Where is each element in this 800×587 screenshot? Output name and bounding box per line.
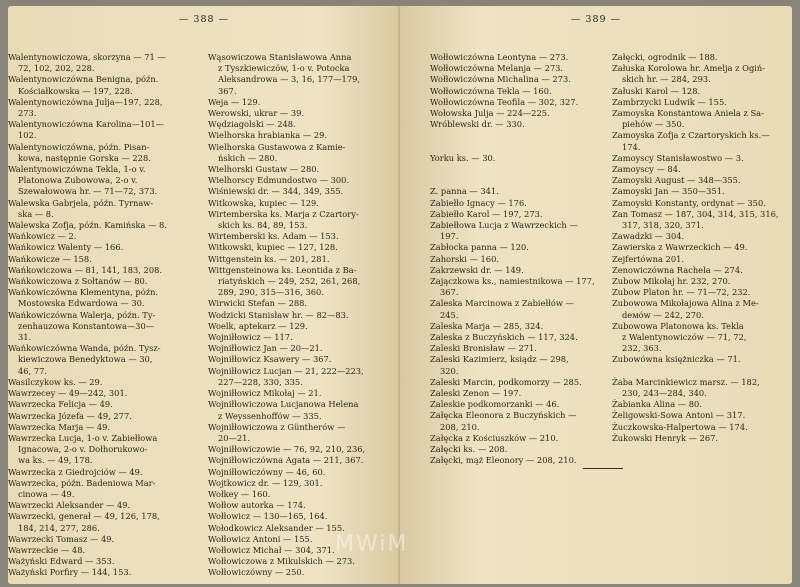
index-entry: Ważyński Porfiry — 144, 153.	[8, 567, 132, 578]
index-entry: Załęcka Eleonora z Buczyńskich —	[430, 410, 577, 421]
index-entry: Wołłowicz — 130—165, 164.	[208, 511, 328, 522]
index-entry: Wańkowicz — 2.	[8, 231, 77, 242]
watermark: MWiM	[335, 532, 409, 557]
index-entry-continuation: 367.	[218, 85, 237, 96]
index-entry: Walentynowiczówna Julja—197, 228,	[8, 96, 163, 107]
index-entry: Wołłowiczowa z Mikulskich — 273.	[208, 556, 355, 567]
index-entry: Wańkowiczowa — 81, 141, 183, 208.	[8, 264, 163, 275]
index-entry: Walentynowiczówna Tekla, 1-o v.	[8, 164, 146, 175]
index-entry: Zamoyski August — 348—355.	[612, 175, 741, 186]
index-entry-continuation: kiewiczowa Benedyktowa — 30,	[18, 354, 153, 365]
index-entry: Zaleska Marja — 285, 324.	[430, 320, 544, 331]
index-entry: Zamoyski Konstanty, ordynat — 350.	[612, 197, 766, 208]
index-entry-continuation: wa ks. — 49, 178.	[18, 455, 93, 466]
index-entry: Wielhorska hrabianka — 29.	[208, 130, 328, 141]
index-entry: Zajączkowa ks., namiestnikowa — 177,	[430, 276, 595, 286]
index-entry: Wojniłłowiczowie — 76, 92, 210, 236,	[208, 444, 366, 455]
index-entry-continuation: zenhauzowa Konstantowa—30—	[18, 320, 155, 331]
index-entry-continuation: 46, 77.	[18, 365, 48, 376]
index-entry: Wańkowiczowa z Sołtanów — 80.	[8, 276, 148, 287]
index-entry: Wawrzecka z Giedrojciów — 49.	[8, 466, 143, 477]
index-entry: Zamoyscy — 84.	[612, 164, 681, 175]
index-entry: Wojniłłowiczówna Agata — 211, 367.	[208, 455, 364, 466]
left-page-number: — 388 —	[178, 14, 230, 25]
index-entry: Zaleska Marcinowa z Zabiełłów —	[430, 298, 574, 309]
index-entry-continuation: skich hr. — 284, 293.	[622, 74, 711, 85]
index-entry: Wojniłłowiczowa Lucjanowa Helena	[208, 399, 359, 410]
index-entry: Zabłocka panna — 120.	[430, 242, 529, 253]
index-entry-continuation: 289, 290, 315—316, 360.	[218, 287, 324, 298]
index-entry: Załuska Korolowa hr. Amelja z Ogiń-	[612, 63, 766, 74]
right-page	[400, 6, 792, 584]
index-entry: Żaba Marcinkiewicz marsz. — 182,	[612, 376, 760, 387]
index-entry-continuation: 227—228, 330, 335.	[218, 376, 303, 387]
index-entry: Wańkowiczówna Walerja, późn. Ty-	[8, 309, 156, 320]
index-entry-continuation: 102.	[18, 130, 37, 141]
blank-line	[430, 164, 595, 175]
index-entry: Z. panna — 341.	[430, 186, 499, 197]
index-entry-continuation: 197.	[440, 231, 459, 242]
index-entry: Zaleski Marcin, podkomorzy — 285.	[430, 376, 582, 387]
index-entry: Wołodkowicz Aleksander — 155.	[208, 522, 345, 533]
index-entry: Wirtemberski ks. Adam — 153.	[208, 231, 339, 242]
index-entry: Zaleski Kazimierz, ksiądz — 298,	[430, 354, 569, 365]
blank-line	[430, 142, 595, 153]
index-entry: Wołłowicz Antoni — 155.	[208, 533, 313, 544]
index-entry: Zamoyski Jan — 350—351.	[612, 186, 725, 197]
index-entry: Zawierska z Wawrzeckich — 49.	[612, 242, 748, 253]
index-entry: Wielhorski Gustaw — 280.	[208, 164, 320, 175]
index-entry: Zahorski — 160.	[430, 253, 500, 264]
index-entry: Wodzicki Stanisław hr. — 82—83.	[208, 309, 349, 320]
index-entry: Wołłowiczówna Michalina — 273.	[430, 74, 571, 85]
index-entry: Ważyński Edward — 353.	[8, 556, 115, 567]
index-entry-continuation: 184, 214, 277, 286.	[18, 522, 100, 533]
index-entry: Weja — 129.	[208, 96, 261, 107]
index-entry-continuation: Ignacowa, 2-o v. Dołhorukowo-	[18, 444, 148, 455]
index-column-1	[8, 52, 167, 579]
index-entry: Żuczkowska-Halpertowa — 174.	[612, 421, 748, 432]
index-entry: Wędziagolski — 248.	[208, 119, 296, 130]
index-column-4	[612, 52, 779, 444]
index-entry: Zambrzycki Ludwik — 155.	[612, 96, 727, 107]
index-entry: Wołłowiczówny — 250.	[208, 567, 305, 578]
blank-line	[612, 366, 779, 377]
index-entry: Wirtemberska ks. Marja z Czartory-	[208, 208, 359, 219]
index-entry: Werowski, ukrar — 39.	[208, 108, 305, 119]
index-entry: Wańkowiczówna Klementyna, późn.	[8, 287, 159, 298]
index-entry: Walentynowiczówna, późn. Pisan-	[8, 141, 150, 152]
index-entry: Zejfertówna 201.	[612, 253, 685, 264]
index-entry: Zubow Mikołaj hr. 232, 270.	[612, 276, 731, 287]
index-entry: Zubowowa Platonowa ks. Tekla	[612, 320, 744, 331]
index-entry: Wielhorska Gustawowa z Kamie-	[208, 141, 346, 152]
index-entry-continuation: Kościałkowska — 197, 228.	[18, 85, 133, 96]
index-entry-continuation: kowa, następnie Gorska — 228.	[18, 152, 151, 163]
index-entry: Zabiełło Ignacy — 176.	[430, 197, 527, 208]
index-entry: Wasilczykow ks. — 29.	[8, 376, 103, 387]
index-entry: Żeligowski-Sowa Antoni — 317.	[612, 410, 746, 421]
index-entry: Wołłowiczówna Tekla — 160.	[430, 85, 552, 96]
index-entry: Załęcki ks. — 208.	[430, 444, 508, 455]
index-entry: Wawrzecki Tomasz — 49.	[8, 533, 115, 544]
index-entry-continuation: 72, 102, 202, 228.	[18, 63, 95, 74]
index-entry-continuation: Aleksandrowa — 3, 16, 177—179,	[218, 74, 361, 85]
index-entry-continuation: skich ks. 84, 89, 153.	[218, 220, 308, 231]
index-entry: Zamoyscy Stanisławostwo — 3.	[612, 152, 744, 163]
index-entry: Zabiełło Karol — 197, 273.	[430, 208, 543, 219]
index-entry-continuation: 317, 318, 320, 371.	[622, 220, 704, 231]
index-entry-continuation: z Tyszkiewiczów, 1-o v. Potocka	[218, 63, 350, 74]
index-entry-continuation: Platonowa Zubowowa, 2-o v.	[18, 175, 138, 186]
index-entry: Wańkowicze — 158.	[8, 253, 92, 264]
index-entry: Wawrzecki, generał — 49, 126, 178,	[8, 511, 160, 522]
index-entry: Wołłowicz Michał — 304, 371.	[208, 544, 335, 555]
index-entry: Zaleski Zenon — 197.	[430, 388, 522, 399]
index-entry: Wawrzecka Józefa — 49, 277.	[8, 410, 132, 421]
index-entry: Zabiełłowa Lucja z Wawrzeckich —	[430, 219, 578, 230]
index-entry: Wojniłłowicz Lucjan — 21, 222—223,	[208, 365, 364, 376]
index-entry-continuation: 208, 210.	[440, 421, 480, 432]
index-entry: Wawrzecki Aleksander — 49.	[8, 500, 131, 511]
index-entry: Żukowski Henryk — 267.	[612, 432, 719, 443]
index-entry: Wojniłłowicz Jan — 20—21.	[208, 343, 323, 354]
index-entry: Zenowiczówna Rachela — 274.	[612, 264, 743, 275]
index-entry: Witkowski, kupiec — 127, 128.	[208, 242, 338, 253]
index-entry: Zan Tomasz — 187, 304, 314, 315, 316,	[612, 208, 779, 219]
index-entry: Wawrzecka, późn. Badeniowa Mar-	[8, 477, 156, 488]
index-entry: Walewska Gabrjela, późn. Tyrnaw-	[8, 197, 154, 208]
index-entry: Żabianka Alina — 80.	[612, 399, 702, 410]
index-entry: Walentynowiczówna Karolina—101—	[8, 119, 164, 130]
index-entry: Wielhorscy Edmundostwo — 300.	[208, 175, 350, 186]
index-entry: Zawadzki — 304.	[612, 231, 685, 242]
index-entry: Wawrzecka Felicja — 49.	[8, 399, 113, 410]
index-column-2	[208, 52, 365, 579]
index-entry-continuation: 320.	[440, 365, 459, 376]
index-entry: Zakrzewski dr. — 149.	[430, 264, 524, 275]
index-entry: Wawrzeckie — 48.	[8, 544, 86, 555]
index-entry: Wojniłłowiczowa z Güntherów —	[208, 421, 346, 432]
index-entry: Yorku ks. — 30.	[430, 152, 496, 163]
index-entry: Załęcki, ogrodnik — 188.	[612, 52, 718, 62]
index-entry: Wołkey — 160.	[208, 488, 271, 499]
index-entry-continuation: 31.	[18, 332, 32, 343]
index-entry: Wróblewski dr. — 330.	[430, 119, 525, 130]
index-entry: Zamoyska Konstantowa Aniela z Sa-	[612, 108, 764, 119]
index-entry-continuation: ńskich — 280.	[218, 152, 278, 163]
index-entry: Wojniłłowicz Ksawery — 367.	[208, 354, 332, 365]
index-entry: Zaleski Bronisław — 271.	[430, 343, 537, 354]
index-entry: Woelk, aptekarz — 129.	[208, 320, 308, 331]
index-entry: Wołowska Julja — 224—225.	[430, 108, 550, 119]
index-entry: Wittgenstein ks. — 201, 281.	[208, 253, 330, 264]
blank-line	[430, 175, 595, 186]
index-entry-continuation: cinowa — 49.	[18, 488, 75, 499]
index-entry-continuation: piehów — 350.	[622, 119, 685, 130]
index-entry-continuation: ska — 8.	[18, 208, 54, 219]
index-column-3	[430, 52, 595, 466]
index-entry: Zubowowa Mikołajowa Alina z Me-	[612, 298, 759, 309]
index-entry-continuation: riatyńskich — 249, 252, 261, 268,	[218, 276, 361, 287]
index-entry-continuation: z Walentynowiczów — 71, 72,	[622, 332, 747, 343]
blank-line	[430, 130, 595, 141]
index-entry: Wittgensteinowa ks. Leontida z Ba-	[208, 264, 357, 275]
index-entry: Wojniłłowicz — 117.	[208, 332, 293, 343]
index-entry: Zubowówna księżniczka — 71.	[612, 354, 741, 365]
index-entry-continuation: z Weyssenhoffów — 335.	[218, 410, 322, 421]
index-entry: Zubow Platon hr. — 71—72, 232.	[612, 287, 751, 298]
index-entry-continuation: 232, 363.	[622, 343, 662, 354]
index-entry: Wańkowiczówna Wanda, późn. Tysz-	[8, 343, 161, 354]
index-entry: Wojtkowicz dr. — 129, 301.	[208, 477, 323, 488]
index-entry: Wołłowiczówna Leontyna — 273.	[430, 52, 569, 62]
index-entry: Zamoyska Zofja z Czartoryskich ks.—	[612, 130, 770, 141]
index-entry-continuation: 174.	[622, 141, 641, 152]
index-entry: Walentynowiczowa, skorzyna — 71 —	[8, 52, 166, 62]
index-entry: Załuski Karol — 128.	[612, 85, 701, 96]
index-entry: Wawrzecey — 49—242, 301.	[8, 388, 128, 399]
left-page	[8, 6, 400, 584]
index-entry: Zaleskie podkomorzanki — 46.	[430, 399, 560, 410]
index-entry: Wołłowiczówna Melanja — 273.	[430, 63, 564, 74]
index-entry-continuation: 230, 243—284, 340.	[622, 388, 707, 399]
index-entry: Wawrzecka Marja — 49.	[8, 421, 111, 432]
index-entry-continuation: Szewałowowa hr. — 71—72, 373.	[18, 186, 158, 197]
index-entry: Załęcka z Kościuszków — 210.	[430, 432, 559, 443]
end-rule	[583, 468, 623, 469]
index-entry: Wawrzecka Lucja, 1-o v. Zabiełłowa	[8, 432, 158, 443]
index-entry: Wańkowicz Walenty — 166.	[8, 242, 124, 253]
index-entry: Witkowska, kupiec — 129.	[208, 197, 319, 208]
index-entry: Walewska Zofja, późn. Kamińska — 8.	[8, 220, 167, 231]
index-entry-continuation: 367.	[440, 287, 459, 298]
index-entry: Walentynowiczówna Benigna, późn.	[8, 74, 159, 85]
index-entry: Wojniłłowicz Mikołaj — 21.	[208, 388, 322, 399]
index-entry-continuation: dемów — 242, 270.	[622, 309, 704, 320]
index-entry: Wąsowiczowa Stanisławowa Anna	[208, 52, 352, 62]
right-page-number: — 389 —	[570, 14, 622, 25]
index-entry: Wirwicki Stefan — 288.	[208, 298, 308, 309]
index-entry: Zaleska z Buczyńskich — 117, 324.	[430, 332, 578, 343]
index-entry: Załęcki, mąż Eleonory — 208, 210.	[430, 455, 577, 466]
index-entry-continuation: 20—21.	[218, 432, 251, 443]
index-entry: Wiśniewski dr. — 344, 349, 355.	[208, 186, 344, 197]
index-entry: Wołłowiczówna Teofila — 302, 327.	[430, 96, 579, 107]
index-entry-continuation: 245.	[440, 309, 459, 320]
index-entry: Wojniłłowiczówny — 46, 60.	[208, 466, 326, 477]
index-entry-continuation: Mostowska Edwardowa — 30.	[18, 298, 145, 309]
index-entry-continuation: 273.	[18, 108, 37, 119]
index-entry: Wołłow autorka — 174.	[208, 500, 306, 511]
